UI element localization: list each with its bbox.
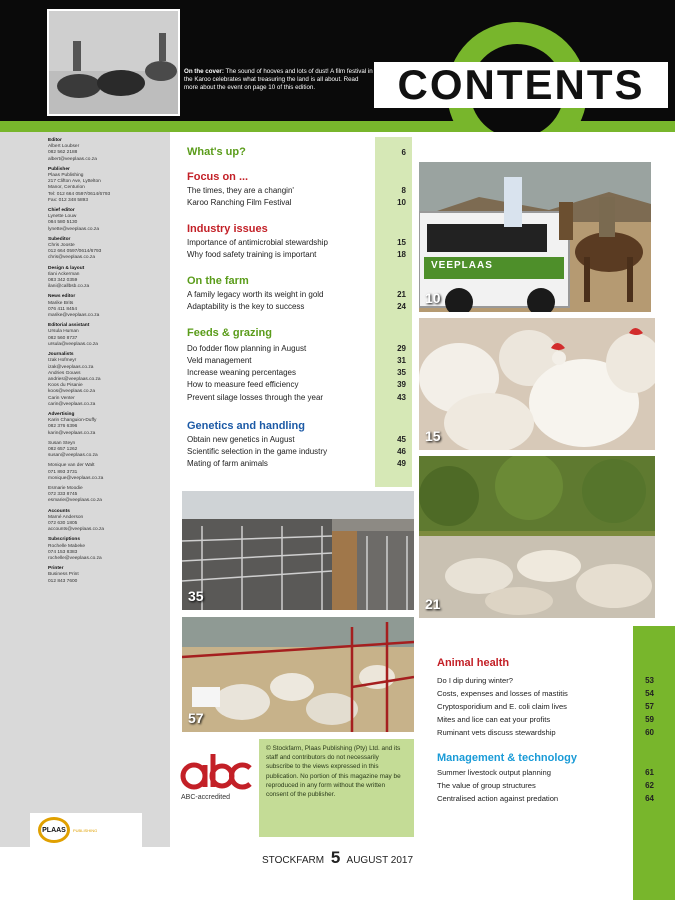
cover-caption <box>184 68 374 93</box>
masthead-line: koos@veeplaas.co.za <box>48 389 96 395</box>
toc-entry[interactable]: Prevent silage losses through the year <box>187 393 324 402</box>
masthead-line: Albert Loubser <box>48 144 80 150</box>
photo-page-15: 15 <box>425 428 441 444</box>
masthead-list <box>48 138 168 589</box>
toc-page-number: 46 <box>397 447 406 456</box>
toc-page-number: 6 <box>401 148 406 157</box>
masthead-line: andries@veeplaas.co.za <box>48 376 101 382</box>
cover-caption-lead: On the cover: <box>184 68 224 75</box>
cover-caption-text: The sound of hooves and lots of dust! A film festival in the Karoo celebrates what treasuring the land is all about. Read more about the event on page 10 of this edition. <box>184 68 373 92</box>
masthead-line: 082 562 2188 <box>48 150 78 156</box>
photo-pens <box>182 491 414 610</box>
masthead-group <box>48 266 168 291</box>
masthead-group <box>48 323 168 348</box>
masthead-group <box>48 294 168 319</box>
toc-page-number: 45 <box>397 435 406 444</box>
masthead-group <box>48 138 168 163</box>
right-green-bar <box>633 626 675 900</box>
toc-page-number: 29 <box>397 344 406 353</box>
footer-magazine: STOCKFARM <box>262 855 325 866</box>
masthead-line: Rochelle Mabeke <box>48 543 86 549</box>
toc-entry[interactable]: Veld management <box>187 356 252 365</box>
masthead-line: Manor, Centurion <box>48 185 85 191</box>
masthead-line: Marné Anderson <box>48 514 84 520</box>
photo-film-festival <box>419 162 651 312</box>
masthead-line: rochelle@veeplaas.co.za <box>48 555 102 561</box>
masthead-line: 217 Clifton Ave, Lyttelton <box>48 179 101 185</box>
toc-page-number: 18 <box>397 250 406 259</box>
masthead-line: lynette@veeplaas.co.za <box>48 226 100 232</box>
masthead-role: Journalists <box>48 352 74 358</box>
masthead-role: Subscriptions <box>48 537 80 543</box>
masthead-line: accounts@veeplaas.co.za <box>48 527 105 533</box>
masthead-line: Susan Steyn <box>48 440 76 446</box>
masthead-line: albert@veeplaas.co.za <box>48 156 97 162</box>
plaas-logo <box>30 813 142 847</box>
masthead-line: karin@veeplaas.co.za <box>48 430 96 436</box>
masthead-role: Printer <box>48 566 64 572</box>
masthead-group <box>48 208 168 233</box>
masthead-line: 084 580 5130 <box>48 220 78 226</box>
photo-chickens <box>419 318 655 450</box>
toc-entry[interactable]: Mating of farm animals <box>187 459 268 468</box>
masthead-group <box>48 509 168 534</box>
masthead-line: Tel: 012 664 0597/0614/6793 <box>48 191 111 197</box>
toc-section-title[interactable]: On the farm <box>187 275 249 287</box>
masthead-line: Chris Jooste <box>48 243 75 249</box>
toc-page-number: 53 <box>645 676 654 685</box>
toc-section-title[interactable]: Management & technology <box>437 752 577 764</box>
plaas-logo-mark: PLAAS <box>38 817 70 843</box>
masthead-line: susan@veeplaas.co.za <box>48 453 98 459</box>
toc-page-number: 35 <box>397 368 406 377</box>
toc-page-number: 62 <box>645 781 654 790</box>
photo-page-35: 35 <box>188 588 204 604</box>
masthead-line: Lynette Louw <box>48 214 77 220</box>
toc-section-title[interactable]: Industry issues <box>187 223 268 235</box>
masthead-role: Editorial assistant <box>48 323 90 329</box>
masthead-line: 082 376 6396 <box>48 424 78 430</box>
toc-entry[interactable]: Karoo Ranching Film Festival <box>187 198 292 207</box>
masthead-line: chris@veeplaas.co.za <box>48 255 95 261</box>
masthead-group <box>48 566 168 585</box>
masthead-line: Koos du Pisanie <box>48 383 83 389</box>
masthead-line: Carin Venter <box>48 395 75 401</box>
abc-logo <box>180 752 252 812</box>
masthead-line: monique@veeplaas.co.za <box>48 475 104 481</box>
toc-page-number: 21 <box>397 290 406 299</box>
photo-page-21: 21 <box>425 596 441 612</box>
photo-page-10: 10 <box>425 290 441 306</box>
cover-photo <box>47 9 180 116</box>
masthead-group <box>48 441 168 460</box>
toc-entry[interactable]: Mites and lice can eat your profits <box>437 715 551 724</box>
masthead-line: 082 560 8737 <box>48 335 78 341</box>
masthead-role: Accounts <box>48 508 70 514</box>
masthead-line: 072 630 1805 <box>48 520 78 526</box>
masthead-line: Fax: 012 348 5893 <box>48 197 89 203</box>
masthead-line: 072 333 8745 <box>48 492 78 498</box>
masthead-line: Business Print <box>48 572 79 578</box>
masthead-group <box>48 463 168 482</box>
page-title: CONTENTS <box>374 62 668 108</box>
photo-sheep-field <box>419 456 655 618</box>
footer-page-number: 5 <box>330 848 341 867</box>
masthead-line: Ilani Ackerman <box>48 271 80 277</box>
toc-entry[interactable]: Importance of antimicrobial stewardship <box>187 238 328 247</box>
masthead-role: Subeditor <box>48 236 71 242</box>
photo-page-57: 57 <box>188 710 204 726</box>
toc-page-number: 59 <box>645 715 654 724</box>
masthead-role: Design & layout <box>48 265 85 271</box>
masthead-role: Advertising <box>48 411 75 417</box>
masthead-line: 083 342 0359 <box>48 278 78 284</box>
masthead-line: esmarie@veeplaas.co.za <box>48 498 102 504</box>
toc-entry[interactable]: Cryptosporidium and E. coli claim lives <box>437 702 567 711</box>
masthead-line: 082 657 1262 <box>48 446 78 452</box>
masthead-line: 071 893 3731 <box>48 469 78 475</box>
masthead-group <box>48 352 168 408</box>
toc-page-number: 31 <box>397 356 406 365</box>
toc-entry[interactable]: How to measure feed efficiency <box>187 380 299 389</box>
toc-entry[interactable]: Do I dip during winter? <box>437 676 513 685</box>
masthead-line: 076 411 8454 <box>48 306 77 312</box>
toc-page-number: 60 <box>645 728 654 737</box>
toc-entry[interactable]: The value of group structures <box>437 781 536 790</box>
photo-sheep-pen <box>182 617 414 732</box>
copyright-notice: © Stockfarm, Plaas Publishing (Pty) Ltd. and its staff and contributors do not necessarily subscribe to the views expressed in this publication. No portion of this magazine may be reproduced in any form without the written consent of the publisher. <box>259 739 414 837</box>
masthead-role: News editor <box>48 294 76 300</box>
masthead-group <box>48 486 168 505</box>
toc-entry[interactable]: Centralised action against predation <box>437 794 559 803</box>
masthead-line: marike@veeplaas.co.za <box>48 313 100 319</box>
toc-page-number: 39 <box>397 380 406 389</box>
toc-page-number: 24 <box>397 302 406 311</box>
abc-accredited-label: ABC-accredited <box>181 794 231 801</box>
masthead-line: Marike Brits <box>48 300 74 306</box>
toc-section-title[interactable]: Animal health <box>437 657 510 669</box>
masthead-line: Andries Gouws <box>48 370 81 376</box>
toc-page-number: 10 <box>397 198 406 207</box>
toc-page-number: 61 <box>645 768 654 777</box>
masthead-line: Esmarie Moodie <box>48 485 83 491</box>
toc-entry[interactable]: Do fodder flow planning in August <box>187 344 307 353</box>
toc-entry[interactable]: Summer livestock output planning <box>437 768 551 777</box>
masthead-line: 074 153 8383 <box>48 549 78 555</box>
toc-section-title[interactable]: Focus on ... <box>187 171 249 183</box>
footer-date: AUGUST 2017 <box>346 855 414 866</box>
toc-section-title[interactable]: What's up? <box>187 146 246 158</box>
toc-entry[interactable]: Scientific selection in the game industry <box>187 447 328 456</box>
masthead-line: Izak Hofmeyr <box>48 358 77 364</box>
toc-section-title[interactable]: Feeds & grazing <box>187 327 272 339</box>
toc-page-number: 49 <box>397 459 406 468</box>
toc-entry[interactable]: Why food safety training is important <box>187 250 317 259</box>
toc-entry[interactable]: The times, they are a changin' <box>187 186 294 195</box>
masthead-line: Karin Changuion-Duffy <box>48 418 97 424</box>
toc-page-number: 8 <box>401 186 406 195</box>
masthead-line: Monique van der Walt <box>48 463 95 469</box>
masthead-line: 012 843 7600 <box>48 578 78 584</box>
toc-entry[interactable]: Ruminant vets discuss stewardship <box>437 728 556 737</box>
page-footer <box>262 848 413 868</box>
masthead-line: izak@veeplaas.co.za <box>48 364 94 370</box>
masthead-line: ursula@veeplaas.co.za <box>48 341 98 347</box>
masthead-group <box>48 237 168 262</box>
toc-entry[interactable]: Costs, expenses and losses of mastitis <box>437 689 568 698</box>
toc-page-number: 57 <box>645 702 654 711</box>
toc-entry[interactable]: Adaptability is the key to success <box>187 302 305 311</box>
toc-section-title[interactable]: Genetics and handling <box>187 420 305 432</box>
masthead-line: ilani@callbsb.co.za <box>48 284 90 290</box>
masthead-role: Publisher <box>48 166 70 172</box>
masthead-group <box>48 167 168 204</box>
toc-page-number: 54 <box>645 689 654 698</box>
toc-page-number: 15 <box>397 238 406 247</box>
truck-lettering: VEEPLAAS <box>431 260 493 271</box>
toc-entry[interactable]: Increase weaning percentages <box>187 368 296 377</box>
plaas-logo-sub: PUBLISHING <box>73 827 98 833</box>
masthead-role: Editor <box>48 138 62 143</box>
toc-page-number: 64 <box>645 794 654 803</box>
masthead-group <box>48 412 168 437</box>
masthead-group <box>48 537 168 562</box>
masthead-role: Chief editor <box>48 208 75 214</box>
masthead-line: Plaas Publishing <box>48 173 84 179</box>
toc-page-number: 43 <box>397 393 406 402</box>
toc-entry[interactable]: A family legacy worth its weight in gold <box>187 290 324 299</box>
masthead-line: Ursula Human <box>48 329 79 335</box>
masthead-line: 012 664 0597/0614/6793 <box>48 249 102 255</box>
toc-entry[interactable]: Obtain new genetics in August <box>187 435 295 444</box>
masthead-line: carin@veeplaas.co.za <box>48 401 96 407</box>
